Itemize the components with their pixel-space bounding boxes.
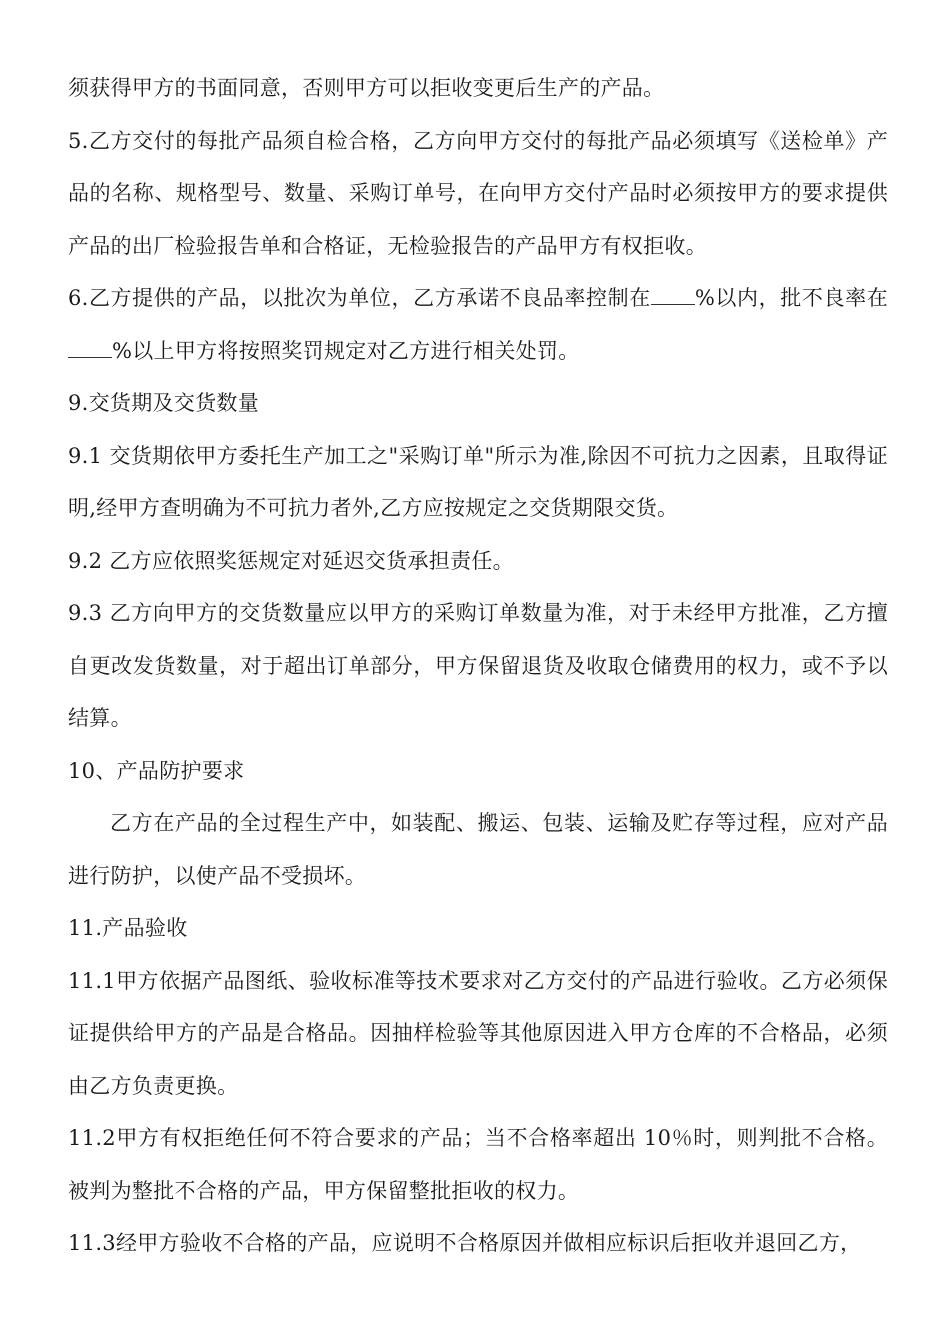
defect-rate-blank <box>651 288 695 305</box>
paragraph-clause-5: 5.乙方交付的每批产品须自检合格，乙方向甲方交付的每批产品必须填写《送检单》产品的名称、规格型号、数量、采购订单号，在向甲方交付产品时必须按甲方的要求提供产品的出厂检验报告单和合格证，无检验报告的产品甲方有权拒收。 <box>68 128 888 258</box>
paragraph-clause-9-3: 9.3 乙方向甲方的交货数量应以甲方的采购订单数量为准，对于未经甲方批准，乙方擅自更改发货数量，对于超出订单部分，甲方保留退货及收取仓储费用的权力，或不予以结算。 <box>68 601 888 730</box>
document-body <box>68 62 888 1270</box>
heading-section-11: 11.产品验收 <box>68 916 188 940</box>
paragraph-clause-11-1: 11.1甲方依据产品图纸、验收标准等技术要求对乙方交付的产品进行验收。乙方必须保证提供给甲方的产品是合格品。因抽样检验等其他原因进入甲方仓库的不合格品，必须由乙方负责更换。 <box>68 968 888 1098</box>
clause-6-text-part-2: %以内，批不良率在 <box>694 286 889 310</box>
paragraph-continuation: 须获得甲方的书面同意，否则甲方可以拒收变更后生产的产品。 <box>68 76 665 100</box>
paragraph-clause-9-2: 9.2 乙方应依照奖惩规定对延迟交货承担责任。 <box>68 548 514 573</box>
paragraph-clause-10: 乙方在产品的全过程生产中，如装配、搬运、包装、运输及贮存等过程，应对产品进行防护，以使产品不受损坏。 <box>68 811 888 888</box>
paragraph-clause-11-3: 11.3经甲方验收不合格的产品，应说明不合格原因并做相应标识后拒收并退回乙方， <box>68 1231 862 1255</box>
paragraph-clause-9-1: 9.1 交货期依甲方委托生产加工之"采购订单"所示为准,除因不可抗力之因素，且取得证明,经甲方查明确为不可抗力者外,乙方应按规定之交货期限交货。 <box>68 443 888 520</box>
heading-section-9: 9.交货期及交货数量 <box>68 391 260 415</box>
heading-section-10: 10、产品防护要求 <box>68 758 245 783</box>
paragraph-clause-11-2: 11.2甲方有权拒绝任何不符合要求的产品；当不合格率超出 10％时，则判批不合格。被判为整批不合格的产品，甲方保留整批拒收的权力。 <box>68 1126 888 1203</box>
clause-6-text-part-1: 6.乙方提供的产品，以批次为单位，乙方承诺不良品率控制在 <box>68 286 651 310</box>
clause-6-text-part-3: %以上甲方将按照奖罚规定对乙方进行相关处罚。 <box>112 338 580 363</box>
batch-defect-rate-blank <box>68 341 112 358</box>
paragraph-clause-6 <box>68 272 888 377</box>
